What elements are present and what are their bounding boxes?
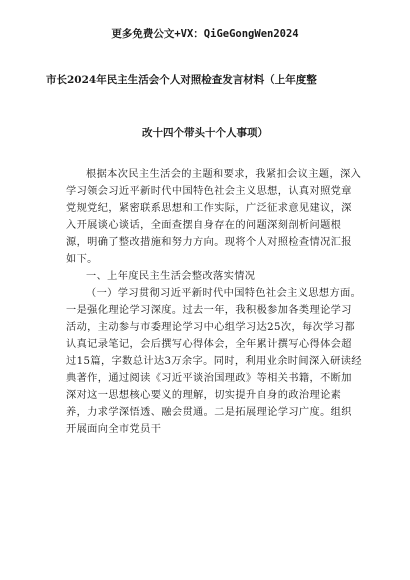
document-body — [66, 166, 362, 438]
paragraph-study: （一）学习贯彻习近平新时代中国特色社会主义思想方面。一是强化理论学习深度。过去一年，我积极参加各类理论学习活动，主动参与市委理论学习中心组学习达25次，每次学习都认真记录笔记，会后撰写心得体会，全年累计撰写心得体会超过15篇，字数总计达3万余字。同时，利用业余时间深入研读经典著作，通过阅读《习近平谈治国理政》等相关书籍，不断加深对这一思想核心要义的理解，切实提升自身的政治理论素养，力求学深悟透、融会贯通。二是拓展理论学习广度。组织开展面向全市党员干 — [66, 288, 362, 435]
promo-header: 更多免费公文+VX：QiGeGongWen2024 — [111, 28, 299, 40]
document-title-line-1: 市长2024年民主生活会个人对照检查发言材料（上年度整 — [46, 74, 317, 86]
document-title-line-2: 改十四个带头十个人事项） — [142, 127, 268, 139]
paragraph-intro: 根据本次民主生活会的主题和要求，我紧扣会议主题，深入学习领会习近平新时代中国特色社会主义思想，认真对照党章党规党纪，紧密联系思想和工作实际，广泛征求意见建议，深入开展谈心谈话，全面查摆自身存在的问题深刻剖析问题根源，明确了整改措施和努力方向。现将个人对照检查情况汇报如下。 — [66, 169, 362, 265]
section-heading: 一、上年度民主生活会整改落实情况 — [86, 271, 256, 282]
